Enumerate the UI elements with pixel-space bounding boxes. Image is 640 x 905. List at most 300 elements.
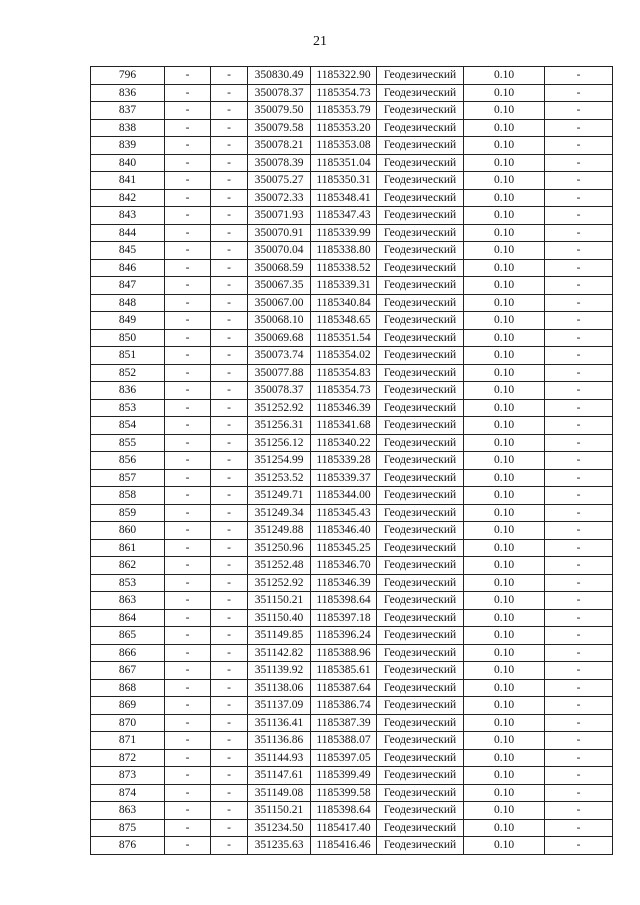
- table-row: [91, 767, 613, 785]
- x-coordinate-cell: 350068.59: [248, 259, 311, 277]
- accuracy-cell: 0.10: [464, 137, 545, 155]
- col-3-cell: -: [211, 172, 248, 190]
- x-coordinate-cell: 351136.41: [248, 714, 311, 732]
- y-coordinate-cell: 1185385.61: [311, 662, 377, 680]
- col-8-cell: -: [545, 732, 613, 750]
- point-number-cell: 847: [91, 277, 165, 295]
- col-2-cell: -: [165, 644, 211, 662]
- col-3-cell: -: [211, 714, 248, 732]
- accuracy-cell: 0.10: [464, 469, 545, 487]
- col-2-cell: -: [165, 329, 211, 347]
- table-row: [91, 259, 613, 277]
- page-number: 21: [313, 34, 327, 49]
- x-coordinate-cell: 350078.37: [248, 84, 311, 102]
- accuracy-cell: 0.10: [464, 172, 545, 190]
- y-coordinate-cell: 1185346.39: [311, 399, 377, 417]
- point-number-cell: 872: [91, 749, 165, 767]
- x-coordinate-cell: 351252.48: [248, 557, 311, 575]
- point-number-cell: 867: [91, 662, 165, 680]
- accuracy-cell: 0.10: [464, 802, 545, 820]
- col-3-cell: -: [211, 399, 248, 417]
- table-row: [91, 627, 613, 645]
- col-8-cell: -: [545, 137, 613, 155]
- accuracy-cell: 0.10: [464, 784, 545, 802]
- col-8-cell: -: [545, 767, 613, 785]
- accuracy-cell: 0.10: [464, 277, 545, 295]
- y-coordinate-cell: 1185339.31: [311, 277, 377, 295]
- table-row: [91, 417, 613, 435]
- accuracy-cell: 0.10: [464, 207, 545, 225]
- x-coordinate-cell: 350070.04: [248, 242, 311, 260]
- x-coordinate-cell: 351256.12: [248, 434, 311, 452]
- col-2-cell: -: [165, 557, 211, 575]
- method-cell: Геодезический: [377, 154, 464, 172]
- table-row: [91, 207, 613, 225]
- x-coordinate-cell: 351235.63: [248, 837, 311, 855]
- point-number-cell: 836: [91, 382, 165, 400]
- point-number-cell: 870: [91, 714, 165, 732]
- method-cell: Геодезический: [377, 837, 464, 855]
- x-coordinate-cell: 350071.93: [248, 207, 311, 225]
- method-cell: Геодезический: [377, 277, 464, 295]
- col-2-cell: -: [165, 592, 211, 610]
- col-8-cell: -: [545, 487, 613, 505]
- col-3-cell: -: [211, 697, 248, 715]
- x-coordinate-cell: 350067.00: [248, 294, 311, 312]
- col-2-cell: -: [165, 294, 211, 312]
- method-cell: Геодезический: [377, 784, 464, 802]
- col-3-cell: -: [211, 277, 248, 295]
- col-8-cell: -: [545, 434, 613, 452]
- col-2-cell: -: [165, 679, 211, 697]
- point-number-cell: 849: [91, 312, 165, 330]
- y-coordinate-cell: 1185353.79: [311, 102, 377, 120]
- y-coordinate-cell: 1185340.84: [311, 294, 377, 312]
- x-coordinate-cell: 350067.35: [248, 277, 311, 295]
- col-3-cell: -: [211, 417, 248, 435]
- accuracy-cell: 0.10: [464, 697, 545, 715]
- point-number-cell: 842: [91, 189, 165, 207]
- x-coordinate-cell: 351139.92: [248, 662, 311, 680]
- table-row: [91, 784, 613, 802]
- x-coordinate-cell: 350073.74: [248, 347, 311, 365]
- point-number-cell: 836: [91, 84, 165, 102]
- point-number-cell: 871: [91, 732, 165, 750]
- col-3-cell: -: [211, 749, 248, 767]
- col-3-cell: -: [211, 119, 248, 137]
- y-coordinate-cell: 1185340.22: [311, 434, 377, 452]
- y-coordinate-cell: 1185348.65: [311, 312, 377, 330]
- table-row: [91, 662, 613, 680]
- point-number-cell: 856: [91, 452, 165, 470]
- table-row: [91, 224, 613, 242]
- table-row: [91, 399, 613, 417]
- col-3-cell: -: [211, 207, 248, 225]
- y-coordinate-cell: 1185347.43: [311, 207, 377, 225]
- x-coordinate-cell: 351249.71: [248, 487, 311, 505]
- point-number-cell: 855: [91, 434, 165, 452]
- point-number-cell: 853: [91, 574, 165, 592]
- accuracy-cell: 0.10: [464, 382, 545, 400]
- point-number-cell: 850: [91, 329, 165, 347]
- point-number-cell: 843: [91, 207, 165, 225]
- col-3-cell: -: [211, 154, 248, 172]
- col-8-cell: -: [545, 102, 613, 120]
- x-coordinate-cell: 350079.50: [248, 102, 311, 120]
- col-3-cell: -: [211, 627, 248, 645]
- col-2-cell: -: [165, 242, 211, 260]
- y-coordinate-cell: 1185387.39: [311, 714, 377, 732]
- y-coordinate-cell: 1185354.73: [311, 382, 377, 400]
- point-number-cell: 848: [91, 294, 165, 312]
- col-3-cell: -: [211, 644, 248, 662]
- method-cell: Геодезический: [377, 172, 464, 190]
- accuracy-cell: 0.10: [464, 119, 545, 137]
- method-cell: Геодезический: [377, 819, 464, 837]
- col-2-cell: -: [165, 207, 211, 225]
- table-row: [91, 539, 613, 557]
- col-8-cell: -: [545, 207, 613, 225]
- point-number-cell: 851: [91, 347, 165, 365]
- table-row: [91, 277, 613, 295]
- x-coordinate-cell: 350069.68: [248, 329, 311, 347]
- method-cell: Геодезический: [377, 469, 464, 487]
- col-8-cell: -: [545, 294, 613, 312]
- accuracy-cell: 0.10: [464, 242, 545, 260]
- accuracy-cell: 0.10: [464, 67, 545, 85]
- method-cell: Геодезический: [377, 119, 464, 137]
- y-coordinate-cell: 1185397.05: [311, 749, 377, 767]
- x-coordinate-cell: 351150.40: [248, 609, 311, 627]
- method-cell: Геодезический: [377, 452, 464, 470]
- method-cell: Геодезический: [377, 329, 464, 347]
- method-cell: Геодезический: [377, 557, 464, 575]
- x-coordinate-cell: 351150.21: [248, 592, 311, 610]
- col-3-cell: -: [211, 767, 248, 785]
- col-2-cell: -: [165, 784, 211, 802]
- x-coordinate-cell: 350068.10: [248, 312, 311, 330]
- col-2-cell: -: [165, 539, 211, 557]
- col-3-cell: -: [211, 504, 248, 522]
- method-cell: Геодезический: [377, 312, 464, 330]
- col-8-cell: -: [545, 172, 613, 190]
- y-coordinate-cell: 1185387.64: [311, 679, 377, 697]
- accuracy-cell: 0.10: [464, 574, 545, 592]
- table-row: [91, 452, 613, 470]
- col-2-cell: -: [165, 67, 211, 85]
- y-coordinate-cell: 1185354.83: [311, 364, 377, 382]
- col-8-cell: -: [545, 592, 613, 610]
- point-number-cell: 868: [91, 679, 165, 697]
- accuracy-cell: 0.10: [464, 224, 545, 242]
- x-coordinate-cell: 351149.85: [248, 627, 311, 645]
- x-coordinate-cell: 350078.21: [248, 137, 311, 155]
- col-8-cell: -: [545, 819, 613, 837]
- method-cell: Геодезический: [377, 592, 464, 610]
- col-2-cell: -: [165, 609, 211, 627]
- table-row: [91, 749, 613, 767]
- coordinates-table: [90, 66, 613, 855]
- x-coordinate-cell: 351234.50: [248, 819, 311, 837]
- col-3-cell: -: [211, 819, 248, 837]
- col-8-cell: -: [545, 504, 613, 522]
- col-3-cell: -: [211, 802, 248, 820]
- col-8-cell: -: [545, 557, 613, 575]
- table-row: [91, 802, 613, 820]
- point-number-cell: 873: [91, 767, 165, 785]
- col-8-cell: -: [545, 452, 613, 470]
- table-body: [91, 67, 613, 855]
- table-row: [91, 522, 613, 540]
- col-8-cell: -: [545, 364, 613, 382]
- col-8-cell: -: [545, 84, 613, 102]
- x-coordinate-cell: 350079.58: [248, 119, 311, 137]
- point-number-cell: 796: [91, 67, 165, 85]
- col-2-cell: -: [165, 732, 211, 750]
- point-number-cell: 861: [91, 539, 165, 557]
- col-8-cell: -: [545, 574, 613, 592]
- col-2-cell: -: [165, 697, 211, 715]
- col-3-cell: -: [211, 294, 248, 312]
- col-3-cell: -: [211, 679, 248, 697]
- col-2-cell: -: [165, 399, 211, 417]
- col-8-cell: -: [545, 347, 613, 365]
- col-3-cell: -: [211, 592, 248, 610]
- y-coordinate-cell: 1185354.02: [311, 347, 377, 365]
- y-coordinate-cell: 1185399.58: [311, 784, 377, 802]
- point-number-cell: 858: [91, 487, 165, 505]
- y-coordinate-cell: 1185399.49: [311, 767, 377, 785]
- col-3-cell: -: [211, 662, 248, 680]
- point-number-cell: 874: [91, 784, 165, 802]
- method-cell: Геодезический: [377, 802, 464, 820]
- col-2-cell: -: [165, 767, 211, 785]
- col-8-cell: -: [545, 119, 613, 137]
- table-row: [91, 364, 613, 382]
- point-number-cell: 866: [91, 644, 165, 662]
- accuracy-cell: 0.10: [464, 399, 545, 417]
- table-row: [91, 574, 613, 592]
- y-coordinate-cell: 1185345.43: [311, 504, 377, 522]
- col-2-cell: -: [165, 224, 211, 242]
- y-coordinate-cell: 1185338.52: [311, 259, 377, 277]
- table-row: [91, 84, 613, 102]
- method-cell: Геодезический: [377, 767, 464, 785]
- col-8-cell: -: [545, 417, 613, 435]
- x-coordinate-cell: 351252.92: [248, 574, 311, 592]
- x-coordinate-cell: 351253.52: [248, 469, 311, 487]
- col-2-cell: -: [165, 714, 211, 732]
- col-3-cell: -: [211, 224, 248, 242]
- col-2-cell: -: [165, 312, 211, 330]
- accuracy-cell: 0.10: [464, 102, 545, 120]
- x-coordinate-cell: 351147.61: [248, 767, 311, 785]
- y-coordinate-cell: 1185398.64: [311, 592, 377, 610]
- col-2-cell: -: [165, 102, 211, 120]
- table-row: [91, 294, 613, 312]
- accuracy-cell: 0.10: [464, 417, 545, 435]
- accuracy-cell: 0.10: [464, 84, 545, 102]
- col-3-cell: -: [211, 329, 248, 347]
- col-8-cell: -: [545, 627, 613, 645]
- point-number-cell: 865: [91, 627, 165, 645]
- col-2-cell: -: [165, 154, 211, 172]
- col-8-cell: -: [545, 312, 613, 330]
- method-cell: Геодезический: [377, 662, 464, 680]
- col-3-cell: -: [211, 452, 248, 470]
- col-2-cell: -: [165, 574, 211, 592]
- col-2-cell: -: [165, 434, 211, 452]
- point-number-cell: 875: [91, 819, 165, 837]
- col-8-cell: -: [545, 67, 613, 85]
- col-2-cell: -: [165, 172, 211, 190]
- method-cell: Геодезический: [377, 382, 464, 400]
- method-cell: Геодезический: [377, 417, 464, 435]
- point-number-cell: 838: [91, 119, 165, 137]
- table-row: [91, 592, 613, 610]
- method-cell: Геодезический: [377, 434, 464, 452]
- x-coordinate-cell: 351149.08: [248, 784, 311, 802]
- method-cell: Геодезический: [377, 644, 464, 662]
- col-8-cell: -: [545, 382, 613, 400]
- point-number-cell: 839: [91, 137, 165, 155]
- y-coordinate-cell: 1185344.00: [311, 487, 377, 505]
- col-8-cell: -: [545, 609, 613, 627]
- accuracy-cell: 0.10: [464, 627, 545, 645]
- accuracy-cell: 0.10: [464, 679, 545, 697]
- accuracy-cell: 0.10: [464, 487, 545, 505]
- accuracy-cell: 0.10: [464, 329, 545, 347]
- x-coordinate-cell: 351144.93: [248, 749, 311, 767]
- col-3-cell: -: [211, 382, 248, 400]
- col-8-cell: -: [545, 539, 613, 557]
- accuracy-cell: 0.10: [464, 312, 545, 330]
- method-cell: Геодезический: [377, 189, 464, 207]
- col-2-cell: -: [165, 364, 211, 382]
- accuracy-cell: 0.10: [464, 819, 545, 837]
- x-coordinate-cell: 351249.88: [248, 522, 311, 540]
- point-number-cell: 860: [91, 522, 165, 540]
- y-coordinate-cell: 1185322.90: [311, 67, 377, 85]
- table-row: [91, 382, 613, 400]
- x-coordinate-cell: 351254.99: [248, 452, 311, 470]
- col-3-cell: -: [211, 259, 248, 277]
- col-2-cell: -: [165, 662, 211, 680]
- col-3-cell: -: [211, 557, 248, 575]
- col-2-cell: -: [165, 347, 211, 365]
- point-number-cell: 864: [91, 609, 165, 627]
- x-coordinate-cell: 351256.31: [248, 417, 311, 435]
- col-8-cell: -: [545, 399, 613, 417]
- accuracy-cell: 0.10: [464, 749, 545, 767]
- y-coordinate-cell: 1185346.39: [311, 574, 377, 592]
- point-number-cell: 845: [91, 242, 165, 260]
- col-8-cell: -: [545, 749, 613, 767]
- table-row: [91, 119, 613, 137]
- table-row: [91, 557, 613, 575]
- method-cell: Геодезический: [377, 242, 464, 260]
- method-cell: Геодезический: [377, 749, 464, 767]
- accuracy-cell: 0.10: [464, 609, 545, 627]
- col-2-cell: -: [165, 137, 211, 155]
- col-3-cell: -: [211, 189, 248, 207]
- col-3-cell: -: [211, 732, 248, 750]
- y-coordinate-cell: 1185346.40: [311, 522, 377, 540]
- col-3-cell: -: [211, 487, 248, 505]
- x-coordinate-cell: 351252.92: [248, 399, 311, 417]
- col-8-cell: -: [545, 697, 613, 715]
- col-2-cell: -: [165, 277, 211, 295]
- col-3-cell: -: [211, 522, 248, 540]
- table-row: [91, 172, 613, 190]
- col-2-cell: -: [165, 382, 211, 400]
- col-2-cell: -: [165, 119, 211, 137]
- y-coordinate-cell: 1185345.25: [311, 539, 377, 557]
- table-row: [91, 837, 613, 855]
- table-row: [91, 434, 613, 452]
- col-2-cell: -: [165, 487, 211, 505]
- col-8-cell: -: [545, 224, 613, 242]
- table-row: [91, 242, 613, 260]
- x-coordinate-cell: 351136.86: [248, 732, 311, 750]
- col-2-cell: -: [165, 819, 211, 837]
- col-8-cell: -: [545, 277, 613, 295]
- method-cell: Геодезический: [377, 67, 464, 85]
- col-8-cell: -: [545, 714, 613, 732]
- table-row: [91, 189, 613, 207]
- y-coordinate-cell: 1185388.96: [311, 644, 377, 662]
- accuracy-cell: 0.10: [464, 259, 545, 277]
- col-2-cell: -: [165, 802, 211, 820]
- y-coordinate-cell: 1185351.54: [311, 329, 377, 347]
- col-3-cell: -: [211, 539, 248, 557]
- x-coordinate-cell: 350078.39: [248, 154, 311, 172]
- y-coordinate-cell: 1185350.31: [311, 172, 377, 190]
- point-number-cell: 854: [91, 417, 165, 435]
- y-coordinate-cell: 1185339.99: [311, 224, 377, 242]
- col-2-cell: -: [165, 469, 211, 487]
- method-cell: Геодезический: [377, 207, 464, 225]
- table-row: [91, 644, 613, 662]
- table-row: [91, 504, 613, 522]
- col-3-cell: -: [211, 67, 248, 85]
- y-coordinate-cell: 1185417.40: [311, 819, 377, 837]
- col-8-cell: -: [545, 469, 613, 487]
- col-8-cell: -: [545, 802, 613, 820]
- x-coordinate-cell: 351250.96: [248, 539, 311, 557]
- accuracy-cell: 0.10: [464, 347, 545, 365]
- point-number-cell: 853: [91, 399, 165, 417]
- accuracy-cell: 0.10: [464, 662, 545, 680]
- col-3-cell: -: [211, 609, 248, 627]
- accuracy-cell: 0.10: [464, 154, 545, 172]
- y-coordinate-cell: 1185353.20: [311, 119, 377, 137]
- col-3-cell: -: [211, 469, 248, 487]
- accuracy-cell: 0.10: [464, 714, 545, 732]
- col-8-cell: -: [545, 189, 613, 207]
- y-coordinate-cell: 1185346.70: [311, 557, 377, 575]
- point-number-cell: 840: [91, 154, 165, 172]
- col-8-cell: -: [545, 837, 613, 855]
- col-3-cell: -: [211, 347, 248, 365]
- accuracy-cell: 0.10: [464, 539, 545, 557]
- table-row: [91, 487, 613, 505]
- table-row: [91, 67, 613, 85]
- x-coordinate-cell: 351142.82: [248, 644, 311, 662]
- col-2-cell: -: [165, 452, 211, 470]
- accuracy-cell: 0.10: [464, 767, 545, 785]
- method-cell: Геодезический: [377, 347, 464, 365]
